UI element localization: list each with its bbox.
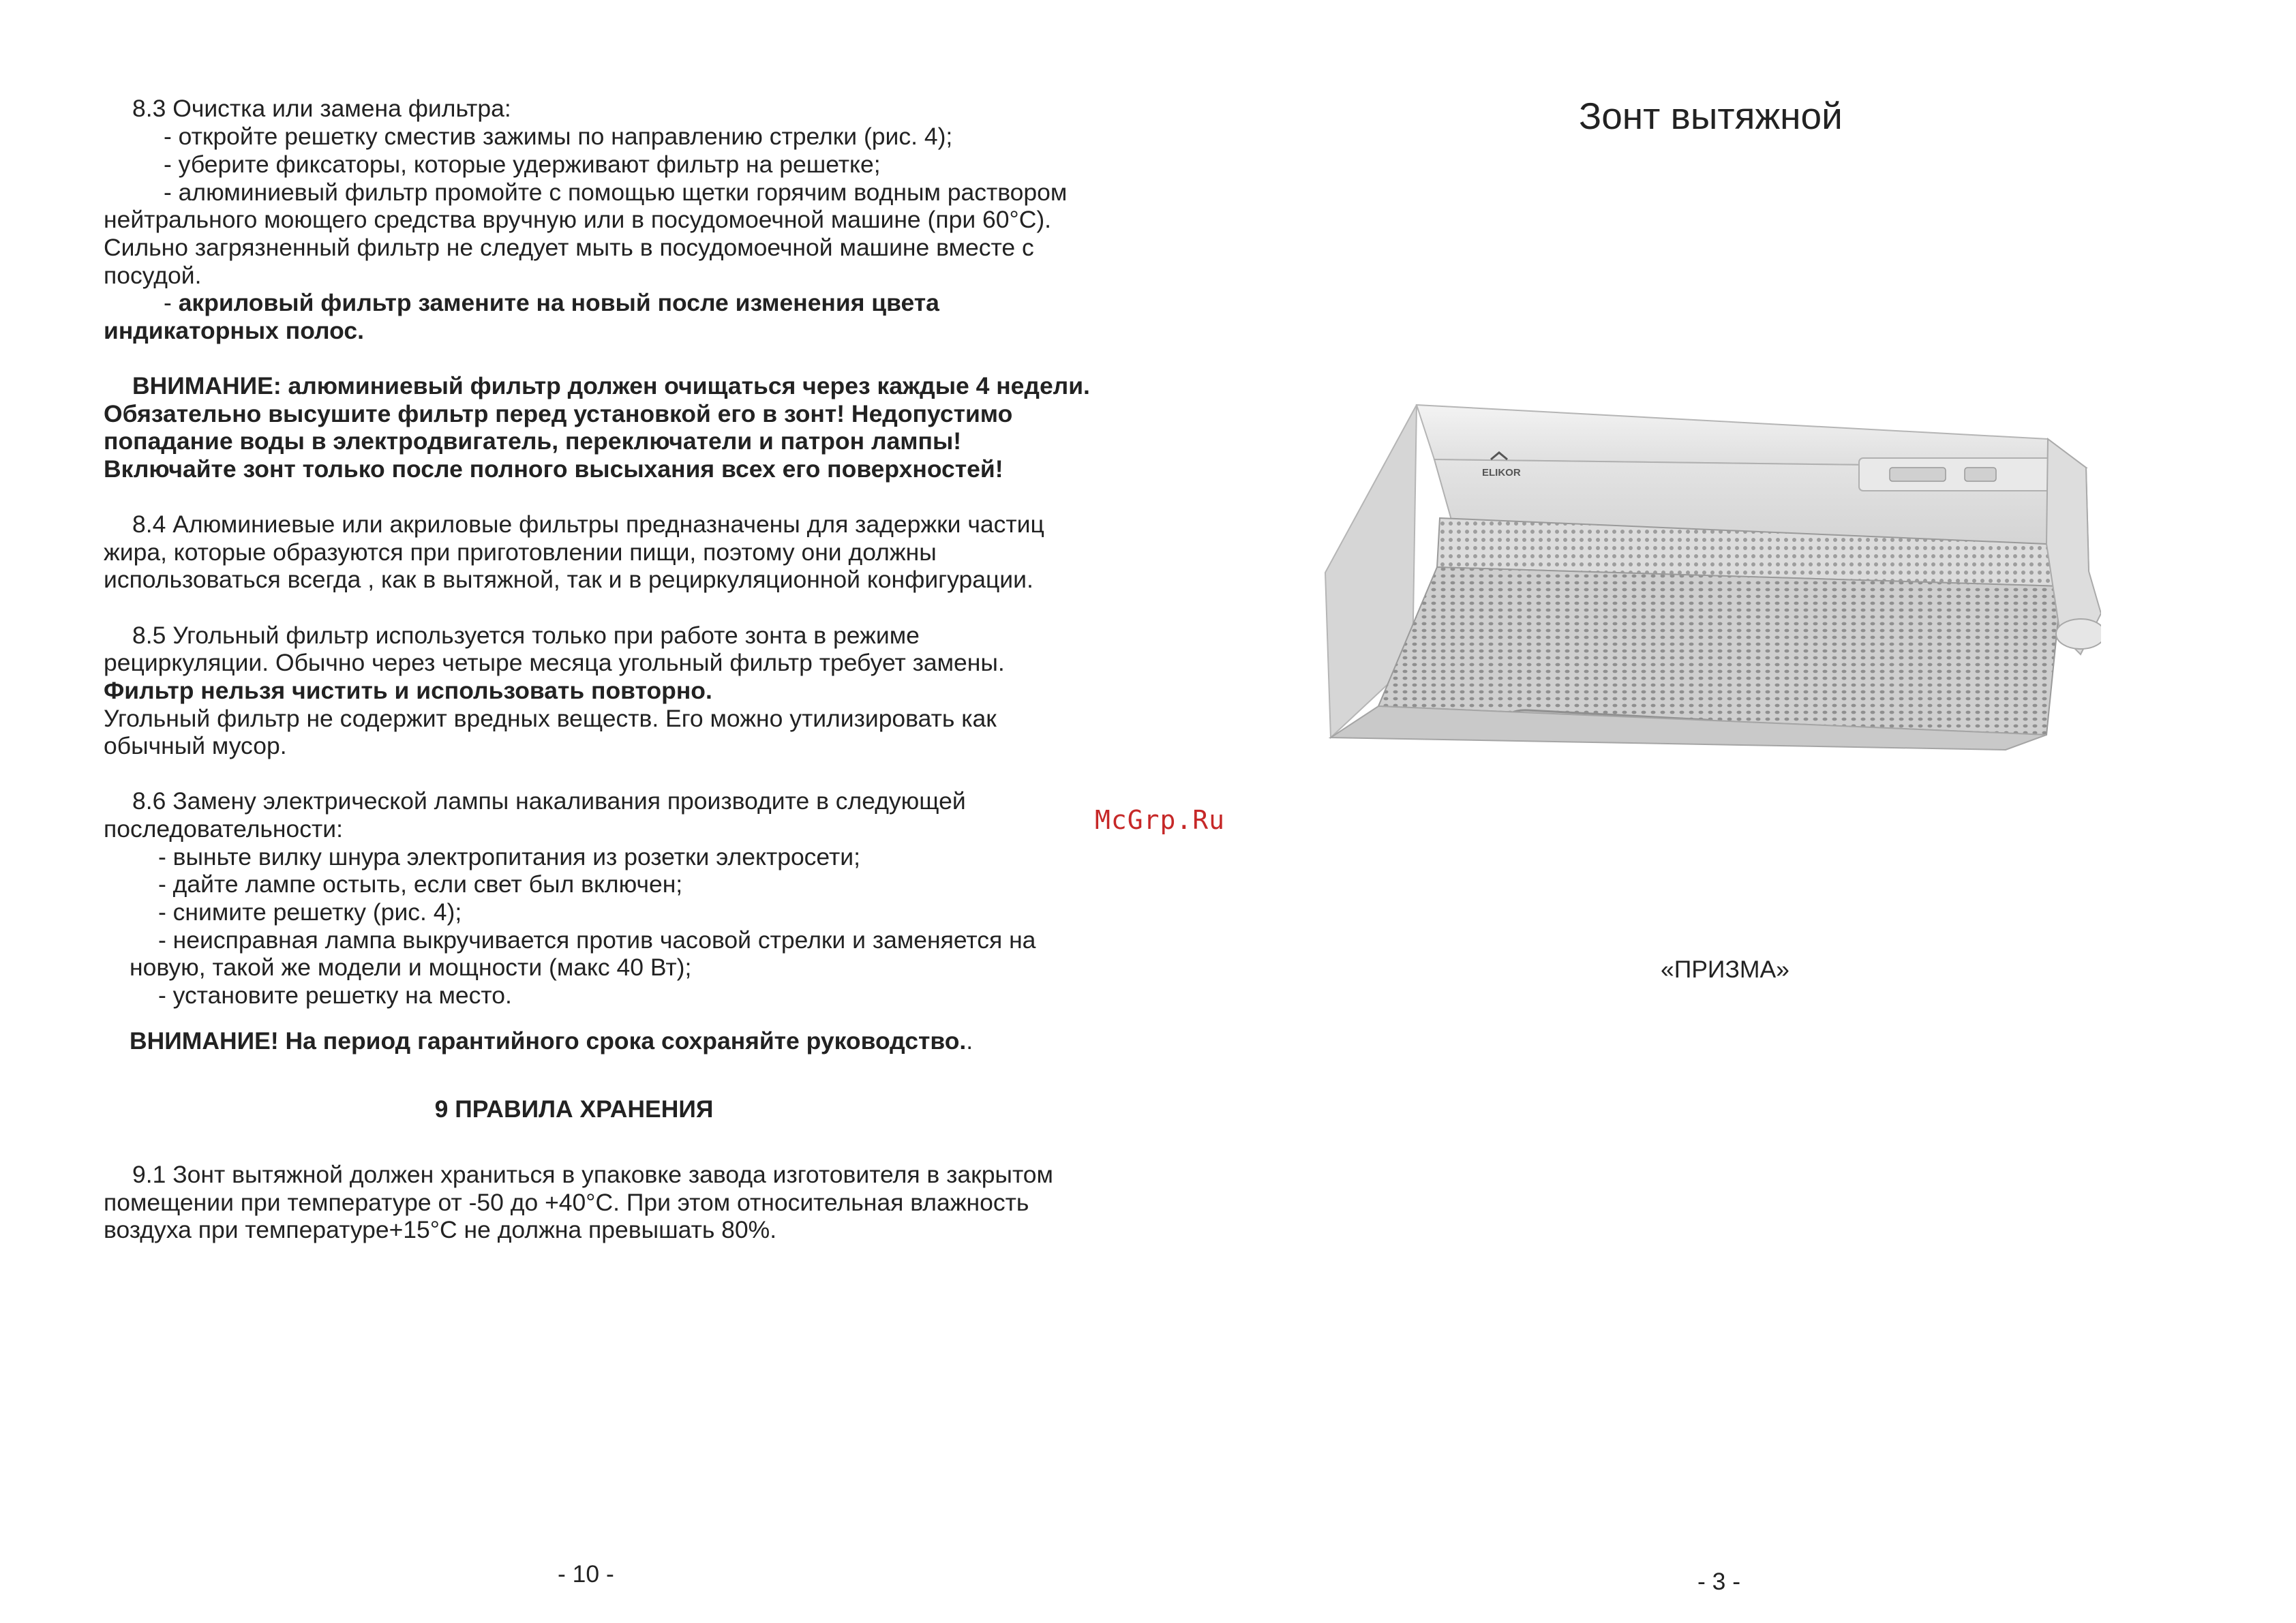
section-8-5-line-1: 8.5 Угольный фильтр используется только при работе зонта в режиме [132,622,920,649]
section-8-5-line-2: рециркуляции. Обычно через четыре месяца угольный фильтр требует замены. [104,649,1005,676]
section-8-6-step-2: - дайте лампе остыть, если свет был включен; [158,870,683,898]
section-9-1-line-2: помещении при температуре от -50 до +40°С. При этом относительная влажность [104,1189,1029,1216]
warning-2 [104,1027,1126,1055]
section-8-3-step-3-line-4: посудой. [104,262,202,289]
section-8-3-step-3-line-1: - алюминиевый фильтр промойте с помощью щетки горячим водным раствором [164,179,1068,206]
section-8-6-step-4-line-2: новую, такой же модели и мощности (макс 40 Вт); [130,954,692,981]
section-8-6-step-3: - снимите решетку (рис. 4); [158,898,462,926]
range-hood-image [1324,389,2101,770]
section-8-6-line-2: последовательности: [104,815,343,843]
section-8-3-step-4-line-1 [104,289,1126,317]
warning-2-text: ВНИМАНИЕ! На период гарантийного срока сохраняйте руководство. [130,1027,967,1055]
section-9-1-line-3: воздуха при температуре+15°С не должна превышать 80%. [104,1216,777,1243]
section-9-1-line-1: 9.1 Зонт вытяжной должен храниться в упаковке завода изготовителя в закрытом [132,1161,1053,1188]
warning-1-line-2: Обязательно высушите фильтр перед установкой его в зонт! Недопустимо [104,400,1013,427]
section-8-3-step-3-line-3: Сильно загрязненный фильтр не следует мыть в посудомоечной машине вместе с [104,234,1034,261]
section-8-3-step-4-line-2: индикаторных полос. [104,317,364,344]
section-8-4-line-2: жира, которые образуются при приготовлении пищи, поэтому они должны [104,539,937,566]
section-8-3-heading: 8.3 Очистка или замена фильтра: [132,95,511,122]
section-8-5-line-5: обычный мусор. [104,732,287,759]
warning-2-tail: . [966,1027,973,1055]
section-8-5-line-3: Фильтр нельзя чистить и использовать повторно. [104,677,712,704]
right-page [1148,0,2296,1623]
page-number-right: - 3 - [1697,1568,1741,1595]
section-8-4-line-3: использоваться всегда , как в вытяжной, так и в рециркуляционной конфигурации. [104,566,1033,593]
section-8-3-step-4-text: акриловый фильтр замените на новый после изменения цвета [178,289,939,316]
section-8-3-step-3-line-2: нейтрального моющего средства вручную или в посудомоечной машине (при 60°С). [104,206,1052,233]
section-8-6-step-4-line-1: - неисправная лампа выкручивается против часовой стрелки и заменяется на [158,926,1036,954]
brand-logo-text: ELIKOR [1482,467,1521,479]
section-8-6-line-1: 8.6 Замену электрической лампы накаливания производите в следующей [132,787,966,815]
watermark: McGrp.Ru [1095,805,1226,835]
section-8-3-step-1: - откройте решетку сместив зажимы по направлению стрелки (рис. 4); [164,123,953,150]
warning-1-line-4: Включайте зонт только после полного высыхания всех его поверхностей! [104,455,1003,483]
warning-1-line-3: попадание воды в электродвигатель, переключатели и патрон лампы! [104,427,962,455]
section-8-5-line-4: Угольный фильтр не содержит вредных веществ. Его можно утилизировать как [104,705,997,732]
model-name: «ПРИЗМА» [1661,956,1789,983]
section-9-heading: 9 ПРАВИЛА ХРАНЕНИЯ [434,1095,714,1123]
page-title: Зонт вытяжной [1579,95,1843,137]
page-number-left: - 10 - [558,1560,614,1588]
warning-1-line-1: ВНИМАНИЕ: алюминиевый фильтр должен очищаться через каждые 4 недели. [132,372,1090,399]
section-8-3-step-2: - уберите фиксаторы, которые удерживают фильтр на решетке; [164,151,881,178]
section-8-4-line-1: 8.4 Алюминиевые или акриловые фильтры предназначены для задержки частиц [132,511,1044,538]
section-8-3-step-4-dash: - [164,289,179,316]
section-8-6-step-1: - выньте вилку шнура электропитания из розетки электросети; [158,843,860,870]
section-8-6-step-5: - установите решетку на место. [158,982,512,1009]
